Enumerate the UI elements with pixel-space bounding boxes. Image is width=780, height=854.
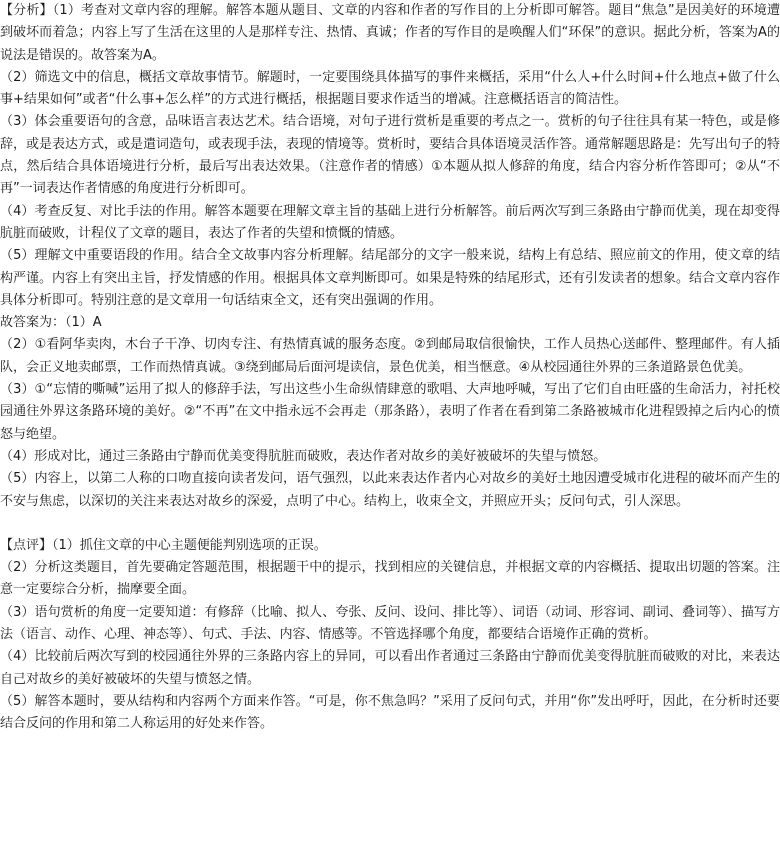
comment-paragraph-2: （2）分析这类题目，首先要确定答题范围，根据题干中的提示，找到相应的关键信息，并根据文章的内容概括、提取出切题的答案。注意一定要综合分析，揣摩要全面。 — [0, 560, 780, 598]
answer-paragraph-1: 故答案为：（1）A — [0, 315, 102, 331]
comment-paragraph-3: （3）语句赏析的角度一定要知道：有修辞（比喻、拟人、夸张、反问、设问、排比等）、词语（动词、形容词、副词、叠词等）、描写方法（语言、动作、心理、神态等）、句式、手法、内容、情感等。不管选择哪个角度，都要结合语境作正确的赏析。 — [0, 604, 780, 643]
analysis-paragraph-2: （2）筛选文中的信息，概括文章故事情节。解题时，一定要围绕具体描写的事件来概括，采用“什么人+什么时间+什么地点+做了什么事+结果如何”或者“什么事+怎么样”的方式进行概括，根据题目要求作适当的增减。注意概括语言的简洁性。 — [0, 69, 780, 108]
answer-paragraph-2: （2）①看阿华卖肉，木台子干净、切肉专注、有热情真诚的服务态度。②到邮局取信很愉快，工作人员热心送邮件、整理邮件。有人插队，会正义地卖邮票，工作而热情真诚。③绕到邮局后面河堤读信，景色优美，相当惬意。④从校园通往外界的三条道路景色优美。 — [0, 337, 780, 375]
answer-paragraph-3: （3）①“忘情的嘶喊”运用了拟人的修辞手法，写出这些小生命纵情肆意的歌唱、大声地呼喊，写出了它们自由旺盛的生命活力，衬托校园通往外界这条路环境的美好。②“不再”在文中指永远不会再走（那条路），表明了作者在看到第二条路被城市化进程毁掉之后内心的愤怒与绝望。 — [0, 382, 780, 442]
section-divider — [0, 513, 780, 535]
analysis-section — [0, 0, 780, 312]
comment-paragraph-4: （4）比较前后两次写到的校园通往外界的三条路内容上的异同，可以看出作者通过三条路由宁静而优美变得肮脏而破败的对比，来表达自己对故乡的美好被破坏的失望与愤怒之情。 — [0, 649, 780, 687]
comments-section — [0, 535, 780, 736]
answer-paragraph-5: （5）内容上，以第二人称的口吻直接向读者发问，语气强烈，以此来表达作者内心对故乡的美好土地因遭受城市化进程的破坏而产生的不安与焦虑，以深切的关注来表达对故乡的深爱，点明了中心。结构上，收束全文，并照应开头；反问句式，引人深思。 — [0, 471, 780, 509]
comment-paragraph-1: 【点评】（1）抓住文章的中心主题便能判别选项的正误。 — [0, 537, 327, 553]
analysis-paragraph-4: （4）考查反复、对比手法的作用。解答本题要在理解文章主旨的基础上进行分析解答。前后两次写到三条路由宁静而优美，现在却变得肮脏而破败，计程仪了文章的题目，表达了作者的失望和愤慨的情感。 — [0, 203, 780, 241]
answers-section — [0, 312, 780, 513]
analysis-paragraph-5: （5）理解文中重要语段的作用。结合全文故事内容分析理解。结尾部分的文字一般来说，结构上有总结、照应前文的作用，使文章的结构严谨。内容上有突出主旨，抒发情感的作用。根据具体文章判断即可。如果是特殊的结尾形式，还有引发读者的想象。结合文章内容作具体分析即可。特别注意的是文章用一句话结束全文，还有突出强调的作用。 — [0, 248, 780, 308]
analysis-paragraph-3: （3）体会重要语句的含意，品味语言表达艺术。结合语境，对句子进行赏析是重要的考点之一。赏析的句子往往具有某一特色，或是修辞，或是表达方式，或是遣词造句，或表现手法，表现的情境等。赏析时，要结合具体语境灵活作答。通常解题思路是：先写出句子的特点，然后结合具体语境进行分析，最后写出表达效果。（注意作者的情感）①本题从拟人修辞的角度，结合内容分析作答即可；②从“不再”一词表达作者情感的角度进行分析即可。 — [0, 114, 780, 197]
comment-paragraph-5: （5）解答本题时，要从结构和内容两个方面来作答。“可是，你不焦急吗？”采用了反问句式，并用“你”发出呼吁，因此，在分析时还要结合反问的作用和第二人称运用的好处来作答。 — [0, 693, 780, 732]
answer-paragraph-4: （4）形成对比，通过三条路由宁静而优美变得肮脏而破败，表达作者对故乡的美好被破坏的失望与愤怒。 — [0, 448, 607, 464]
analysis-paragraph-1: 【分析】（1）考查对文章内容的理解。解答本题从题目、文章的内容和作者的写作目的上分析即可解答。题目“焦急”是因美好的环境遭到破坏而着急；内容上写了生活在这里的人是那样专注、热情、真诚；作者的写作目的是唤醒人们“环保”的意识。据此分析，答案为A的说法是错误的。故答案为A。 — [0, 3, 780, 63]
